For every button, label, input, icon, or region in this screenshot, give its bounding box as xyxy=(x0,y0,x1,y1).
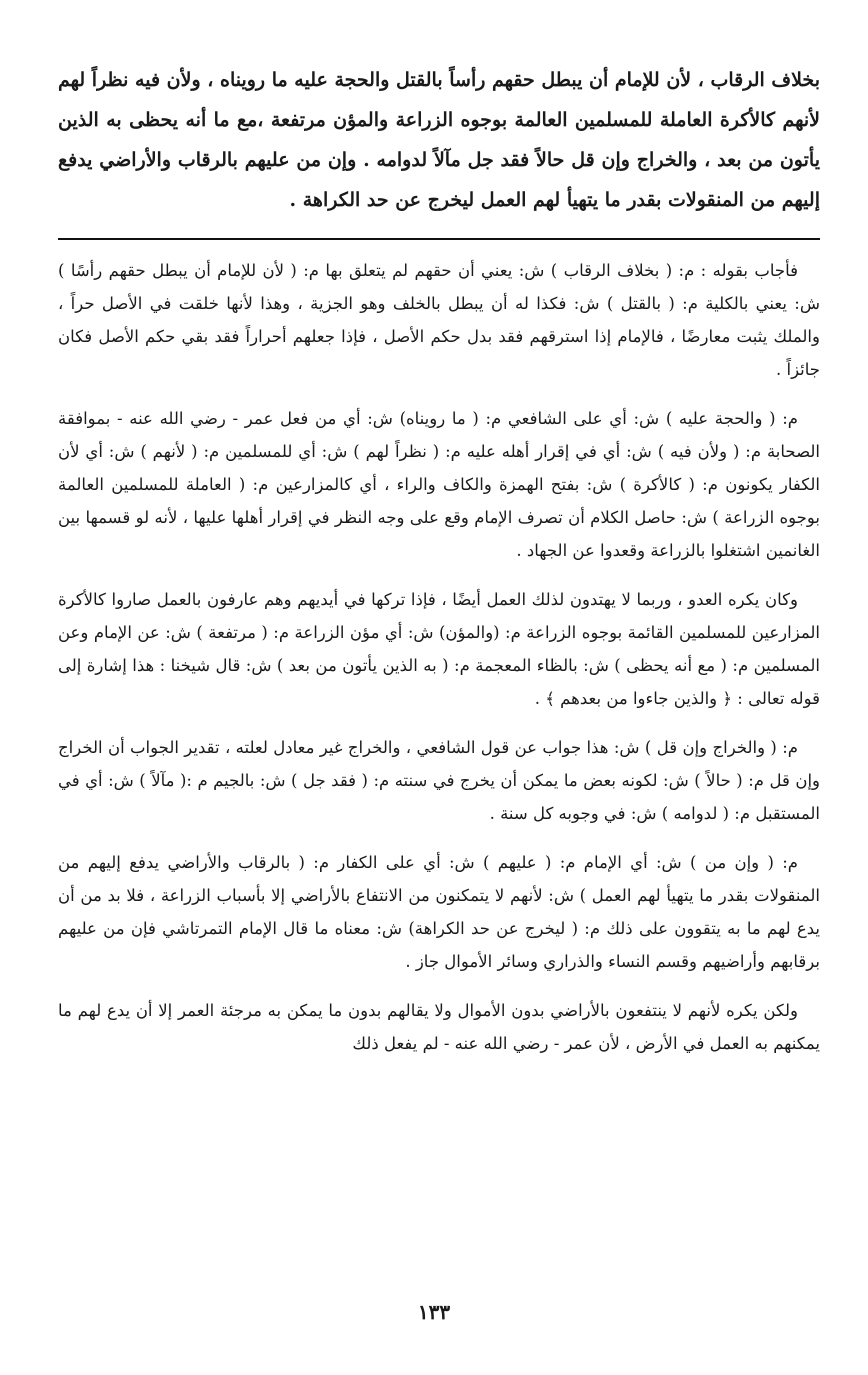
commentary-paragraph: م: ( والخراج وإن قل ) ش: هذا جواب عن قول الشافعي ، والخراج غير معادل لعلته ، تقدير الجواب أن الخراج وإن قل م: ( حالاً ) ش: لكونه بعض ما يمكن أن يخرج في سنته م: ( فقد جل ) ش: بالجيم م :( مآلاً ) ش: أي في المستقبل م: ( لدوامه ) ش: في وجوبه كل سنة . xyxy=(58,738,820,823)
commentary-paragraph: فأجاب بقوله : م: ( بخلاف الرقاب ) ش: يعني أن حقهم لم يتعلق بها م: ( لأن للإمام أن يبطل حقهم رأسًا ) ش: يعني بالكلية م: ( بالقتل ) ش: فكذا له أن يبطل بالخلف وهو الجزية ، وهذا لأنها خلقت في الأصل حراً ، والملك يثبت معارضًا ، فالإمام إذا استرقهم فقد بدل حكم الأصل ، فإذا جعلهم أحراراً فقد بقي حكم الأصل فكان جائزاً . xyxy=(58,261,820,379)
commentary-paragraph: م: ( والحجة عليه ) ش: أي على الشافعي م: ( ما رويناه) ش: أي من فعل عمر - رضي الله عنه - بموافقة الصحابة م: ( ولأن فيه ) ش: أي في إقرار أهله عليه م: ( نظراً لهم ) ش: أي للمسلمين م: ( لأنهم ) ش: أي لأن الكفار يكونون م: ( كالأكرة ) ش: بفتح الهمزة والكاف والراء ، أي كالمزارعين م: ( العاملة للمسلمين العالمة بوجوه الزراعة ) ش: حاصل الكلام أن تصرف الإمام وقع على وجه النظر في إقرار أهلها عليها ، لأنه لو قسمها بين الغانمين اشتغلوا بالزراعة وقعدوا عن الجهاد . xyxy=(58,409,820,560)
commentary xyxy=(58,254,820,1060)
page-number: ١٣٣ xyxy=(417,1300,451,1324)
commentary-paragraph: ولكن يكره لأنهم لا ينتفعون بالأراضي بدون الأموال ولا يقالهم بدون ما يمكن به مرجئة العمر إلا أن يدع لهم ما يمكنهم به العمل في الأرض ، لأن عمر - رضي الله عنه - لم يفعل ذلك xyxy=(58,1001,820,1053)
page-body xyxy=(58,60,820,1076)
commentary-paragraph: م: ( وإن من ) ش: أي الإمام م: ( عليهم ) ش: أي على الكفار م: ( بالرقاب والأراضي يدفع إليهم من المنقولات بقدر ما يتهيأ لهم العمل ) ش: لأنهم لا يتمكنون من الانتفاع بالأراضي إلا بأسباب الزراعة ، فلا بد من أن يدع لهم ما به يتقوون على ذلك م: ( ليخرج عن حد الكراهة) ش: معناه ما قال الإمام التمرتاشي فإن من عليهم برقابهم وأراضيهم وقسم النساء والذراري وسائر الأموال جاز . xyxy=(58,853,820,971)
main-text: بخلاف الرقاب ، لأن للإمام أن يبطل حقهم رأساً بالقتل والحجة عليه ما رويناه ، ولأن فيه نظراً لهم لأنهم كالأكرة العاملة للمسلمين العالمة بوجوه الزراعة والمؤن مرتفعة ،مع ما أنه يحظى به الذين يأتون من بعد ، والخراج وإن قل حالاً فقد جل مآلاً لدوامه . وإن من عليهم بالرقاب والأراضي يدفع إليهم من المنقولات بقدر ما يتهيأ لهم العمل ليخرج عن حد الكراهة . xyxy=(57,69,820,211)
commentary-paragraph: وكان يكره العدو ، وربما لا يهتدون لذلك العمل أيضًا ، فإذا تركها في أيديهم وهم عارفون بالعمل صاروا كالأكرة المزارعين للمسلمين القائمة بوجوه الزراعة م: (والمؤن) ش: أي مؤن الزراعة م: ( مرتفعة ) ش: عن الإمام وعن المسلمين م: ( مع أنه يحظى ) ش: بالظاء المعجمة م: ( به الذين يأتون من بعد ) ش: قال شيخنا : هذا إشارة إلى قوله تعالى : ﴿ والذين جاءوا من بعدهم ﴾ . xyxy=(58,590,820,708)
section-divider xyxy=(58,238,820,240)
